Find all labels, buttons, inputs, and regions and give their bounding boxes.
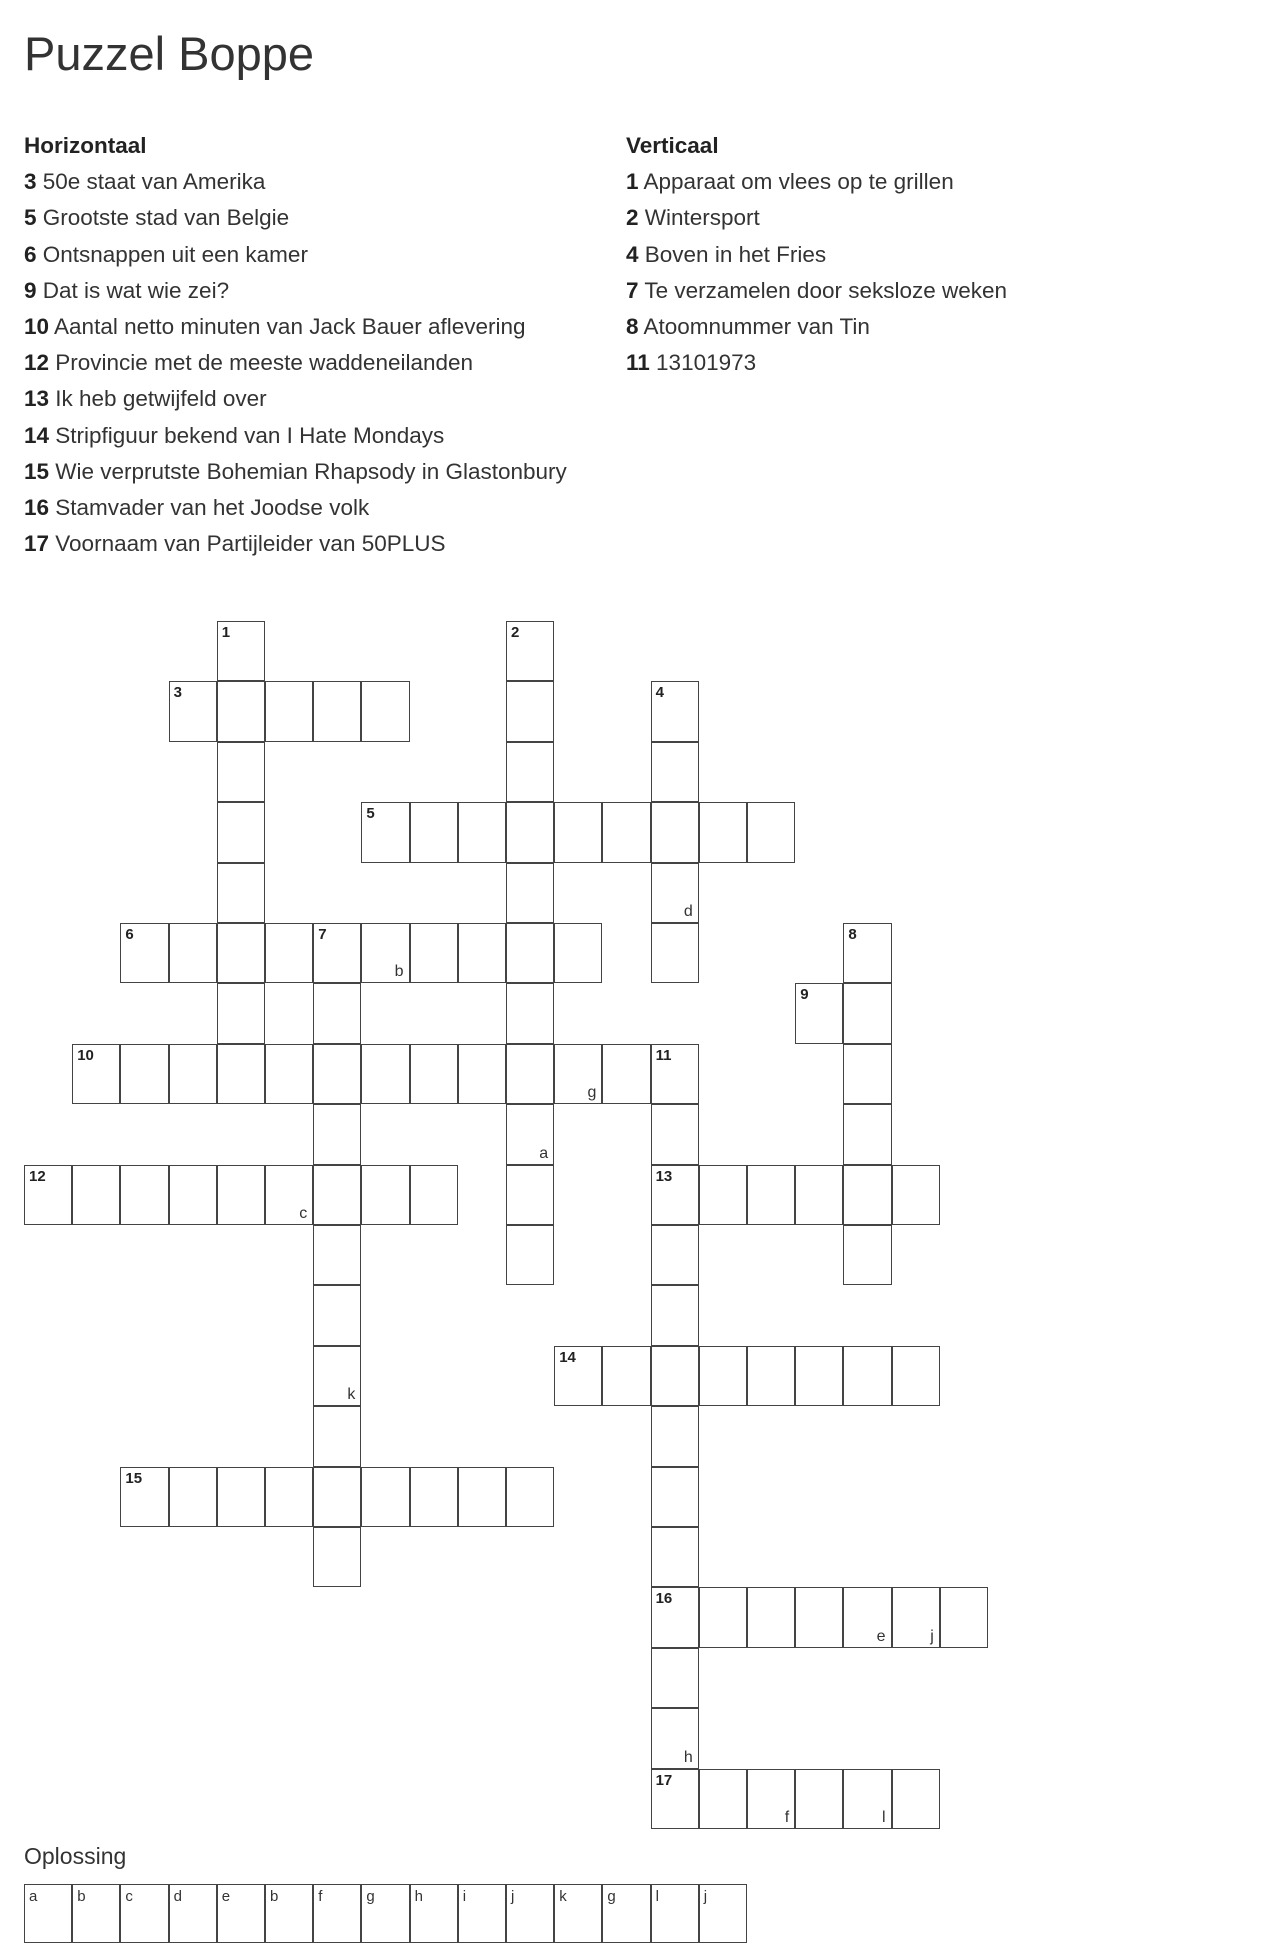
- cell-number: 2: [511, 624, 520, 641]
- clue-text: 50e staat van Amerika: [36, 169, 266, 195]
- oplossing-cell[interactable]: [651, 1884, 699, 1943]
- clue-item: [24, 454, 584, 490]
- cell-solution-letter: h: [683, 1748, 693, 1766]
- cell-solution-letter: e: [876, 1627, 886, 1645]
- clue-item: [626, 237, 1246, 273]
- clue-number: 12: [24, 350, 50, 376]
- grid-cell[interactable]: [651, 1346, 699, 1406]
- grid-cell[interactable]: [843, 1346, 891, 1406]
- grid-cell[interactable]: [699, 1769, 747, 1829]
- grid-cell[interactable]: [313, 983, 361, 1043]
- clue-text: Atoomnummer van Tin: [638, 314, 870, 340]
- grid-cell[interactable]: [843, 1104, 891, 1164]
- grid-cell[interactable]: [120, 1044, 168, 1104]
- cell-solution-letter: k: [347, 1386, 356, 1404]
- grid-cell[interactable]: [458, 923, 506, 983]
- grid-cell[interactable]: [313, 1225, 361, 1285]
- clue-text: Ontsnappen uit een kamer: [36, 241, 308, 267]
- clue-item: [24, 526, 584, 562]
- grid-cell[interactable]: [313, 1527, 361, 1587]
- grid-cell[interactable]: [361, 923, 409, 983]
- grid-cell[interactable]: [217, 802, 265, 862]
- grid-cell[interactable]: [506, 621, 554, 681]
- horizontal-clues: [24, 128, 584, 562]
- grid-cell[interactable]: [169, 681, 217, 741]
- clue-number: 8: [626, 314, 639, 340]
- oplossing-cell[interactable]: [24, 1884, 72, 1943]
- grid-cell[interactable]: [361, 681, 409, 741]
- grid-cell[interactable]: [602, 802, 650, 862]
- clue-number: 10: [24, 314, 50, 340]
- cell-solution-letter: j: [930, 1627, 934, 1645]
- grid-cell[interactable]: [699, 802, 747, 862]
- cell-solution-letter: f: [784, 1808, 790, 1826]
- grid-cell[interactable]: [651, 1406, 699, 1466]
- grid-cell[interactable]: [892, 1769, 940, 1829]
- clue-text: Grootste stad van Belgie: [36, 205, 290, 231]
- cell-number: 7: [318, 926, 327, 943]
- grid-cell[interactable]: [843, 1225, 891, 1285]
- clue-number: 2: [626, 205, 639, 231]
- oplossing-letter: e: [221, 1888, 231, 1905]
- grid-cell[interactable]: [217, 1165, 265, 1225]
- grid-cell[interactable]: [506, 681, 554, 741]
- grid-cell[interactable]: [651, 1648, 699, 1708]
- oplossing-cell[interactable]: [602, 1884, 650, 1943]
- horizontal-clue-list: [24, 164, 584, 562]
- clue-item: [626, 309, 1246, 345]
- grid-cell[interactable]: [651, 1587, 699, 1647]
- grid-cell[interactable]: [843, 1044, 891, 1104]
- cell-solution-letter: c: [299, 1204, 308, 1222]
- grid-cell[interactable]: [843, 983, 891, 1043]
- grid-cell[interactable]: [843, 1769, 891, 1829]
- cell-solution-letter: l: [882, 1808, 886, 1826]
- clue-number: 17: [24, 531, 50, 557]
- cell-solution-letter: d: [683, 902, 693, 920]
- grid-cell[interactable]: [651, 1044, 699, 1104]
- grid-cell[interactable]: [602, 1346, 650, 1406]
- grid-cell[interactable]: [843, 1165, 891, 1225]
- horizontal-heading: Horizontaal: [24, 133, 147, 158]
- oplossing-cell[interactable]: [217, 1884, 265, 1943]
- grid-cell[interactable]: [265, 1467, 313, 1527]
- cell-number: 5: [366, 805, 375, 823]
- grid-cell[interactable]: [554, 923, 602, 983]
- grid-cell[interactable]: [843, 1587, 891, 1647]
- grid-cell[interactable]: [458, 802, 506, 862]
- vertical-heading: Verticaal: [626, 133, 719, 158]
- clue-number: 1: [626, 169, 639, 195]
- grid-cell[interactable]: [72, 1044, 120, 1104]
- clue-item: [626, 164, 1246, 200]
- oplossing-letter: b: [270, 1888, 279, 1905]
- grid-cell[interactable]: [506, 1104, 554, 1164]
- cell-solution-letter: g: [587, 1084, 597, 1102]
- grid-cell[interactable]: [410, 1044, 458, 1104]
- grid-cell[interactable]: [506, 863, 554, 923]
- grid-cell[interactable]: [651, 1165, 699, 1225]
- clue-item: [24, 273, 584, 309]
- grid-cell[interactable]: [361, 802, 409, 862]
- grid-cell[interactable]: [843, 923, 891, 983]
- grid-cell[interactable]: [506, 923, 554, 983]
- cell-number: 8: [848, 926, 857, 943]
- grid-cell[interactable]: [892, 1165, 940, 1225]
- grid-cell[interactable]: [265, 681, 313, 741]
- clue-text: 13101973: [649, 350, 757, 376]
- oplossing-letter: h: [414, 1888, 423, 1905]
- oplossing-label: Oplossing: [24, 1843, 127, 1869]
- grid-cell[interactable]: [651, 1285, 699, 1345]
- oplossing-cell[interactable]: [265, 1884, 313, 1943]
- clue-item: [24, 237, 584, 273]
- grid-cell[interactable]: [217, 742, 265, 802]
- clue-number: 3: [24, 169, 37, 195]
- cell-number: 14: [559, 1348, 576, 1366]
- grid-cell[interactable]: [313, 1165, 361, 1225]
- clue-item: [24, 200, 584, 236]
- grid-cell[interactable]: [554, 802, 602, 862]
- cell-solution-letter: b: [394, 963, 404, 981]
- clue-text: Stripfiguur bekend van I Hate Mondays: [49, 422, 445, 448]
- grid-cell[interactable]: [554, 1044, 602, 1104]
- vertical-clue-list: [626, 164, 1246, 381]
- clue-text: Voornaam van Partijleider van 50PLUS: [49, 531, 446, 557]
- grid-cell[interactable]: [217, 681, 265, 741]
- clue-item: [24, 381, 584, 417]
- oplossing-cell[interactable]: [72, 1884, 120, 1943]
- cell-number: 13: [655, 1167, 673, 1185]
- oplossing-cell[interactable]: [120, 1884, 168, 1943]
- grid-cell[interactable]: [72, 1165, 120, 1225]
- clue-text: Ik heb getwijfeld over: [49, 386, 267, 412]
- oplossing-cell[interactable]: [313, 1884, 361, 1943]
- grid-cell[interactable]: [169, 923, 217, 983]
- oplossing-letter: d: [173, 1888, 182, 1905]
- oplossing-cell[interactable]: [458, 1884, 506, 1943]
- cell-number: 3: [173, 684, 182, 702]
- grid-cell[interactable]: [169, 1044, 217, 1104]
- clue-text: Aantal netto minuten van Jack Bauer aflevering: [49, 314, 526, 340]
- oplossing-letter: a: [29, 1888, 38, 1905]
- grid-cell[interactable]: [747, 1587, 795, 1647]
- grid-cell[interactable]: [602, 1044, 650, 1104]
- page-title: Puzzel Boppe: [24, 27, 315, 80]
- grid-cell[interactable]: [651, 1225, 699, 1285]
- grid-cell[interactable]: [458, 1467, 506, 1527]
- clue-item: [24, 490, 584, 526]
- oplossing-letter: b: [77, 1888, 86, 1905]
- grid-cell[interactable]: [361, 1044, 409, 1104]
- grid-cell[interactable]: [265, 1165, 313, 1225]
- clue-text: Wie verprutste Bohemian Rhapsody in Glastonbury: [49, 458, 567, 484]
- oplossing-letter: l: [655, 1888, 659, 1905]
- oplossing-letter: k: [559, 1888, 567, 1905]
- clue-number: 4: [626, 241, 639, 267]
- clue-text: Provincie met de meeste waddeneilanden: [49, 350, 474, 376]
- grid-cell[interactable]: [313, 681, 361, 741]
- grid-cell[interactable]: [651, 1467, 699, 1527]
- clue-number: 14: [24, 422, 50, 448]
- grid-cell[interactable]: [747, 1165, 795, 1225]
- grid-cell[interactable]: [747, 1346, 795, 1406]
- grid-cell[interactable]: [651, 802, 699, 862]
- grid-cell[interactable]: [217, 863, 265, 923]
- grid-cell[interactable]: [410, 802, 458, 862]
- grid-cell[interactable]: [795, 1346, 843, 1406]
- grid-cell[interactable]: [313, 1044, 361, 1104]
- grid-cell[interactable]: [169, 1165, 217, 1225]
- grid-cell[interactable]: [313, 1406, 361, 1466]
- cell-number: 4: [655, 684, 664, 702]
- grid-cell[interactable]: [361, 1165, 409, 1225]
- grid-cell[interactable]: [795, 983, 843, 1043]
- oplossing-cell[interactable]: [410, 1884, 458, 1943]
- grid-cell[interactable]: [506, 1165, 554, 1225]
- grid-cell[interactable]: [892, 1587, 940, 1647]
- cell-number: 10: [77, 1046, 94, 1064]
- clue-text: Boven in het Fries: [638, 241, 827, 267]
- grid-cell[interactable]: [313, 1346, 361, 1406]
- grid-cell[interactable]: [265, 1044, 313, 1104]
- grid-cell[interactable]: [651, 1527, 699, 1587]
- grid-cell[interactable]: [458, 1044, 506, 1104]
- clue-item: [24, 164, 584, 200]
- grid-cell[interactable]: [217, 1044, 265, 1104]
- grid-cell[interactable]: [313, 1104, 361, 1164]
- cell-number: 16: [655, 1590, 673, 1608]
- grid-cell[interactable]: [651, 681, 699, 741]
- oplossing-letter: c: [125, 1888, 133, 1905]
- grid-cell[interactable]: [940, 1587, 988, 1647]
- grid-cell[interactable]: [506, 802, 554, 862]
- grid-cell[interactable]: [699, 1587, 747, 1647]
- oplossing-letter: f: [318, 1888, 323, 1905]
- grid-cell[interactable]: [361, 1467, 409, 1527]
- oplossing-letter: g: [366, 1888, 375, 1905]
- clue-item: [626, 345, 1246, 381]
- clue-number: 9: [24, 277, 37, 303]
- grid-cell[interactable]: [651, 1708, 699, 1768]
- grid-cell[interactable]: [120, 923, 168, 983]
- grid-cell[interactable]: [747, 802, 795, 862]
- oplossing-letter: j: [703, 1888, 708, 1905]
- clue-text: Wintersport: [638, 205, 760, 231]
- grid-cell[interactable]: [120, 1165, 168, 1225]
- grid-cell[interactable]: [651, 1769, 699, 1829]
- grid-cell[interactable]: [410, 1467, 458, 1527]
- grid-cell[interactable]: [506, 1225, 554, 1285]
- grid-cell[interactable]: [892, 1346, 940, 1406]
- clue-text: Stamvader van het Joodse volk: [49, 495, 370, 521]
- cell-number: 12: [29, 1167, 46, 1185]
- vertical-clues: [626, 128, 1246, 381]
- clue-number: 15: [24, 458, 50, 484]
- clue-item: [626, 273, 1246, 309]
- grid-cell[interactable]: [506, 1467, 554, 1527]
- clue-item: [24, 345, 584, 381]
- grid-cell[interactable]: [313, 1467, 361, 1527]
- clue-item: [24, 309, 584, 345]
- grid-cell[interactable]: [506, 983, 554, 1043]
- grid-cell[interactable]: [795, 1587, 843, 1647]
- grid-cell[interactable]: [217, 1467, 265, 1527]
- clue-number: 5: [24, 205, 37, 231]
- grid-cell[interactable]: [217, 923, 265, 983]
- cell-number: 11: [655, 1046, 672, 1064]
- grid-cell[interactable]: [506, 1044, 554, 1104]
- grid-cell[interactable]: [265, 923, 313, 983]
- cell-solution-letter: a: [539, 1144, 549, 1162]
- cell-number: 15: [125, 1469, 143, 1487]
- clue-number: 13: [24, 386, 50, 412]
- cell-number: 6: [125, 926, 134, 943]
- oplossing-letter: j: [511, 1888, 515, 1905]
- grid-cell[interactable]: [651, 1104, 699, 1164]
- grid-cell[interactable]: [120, 1467, 168, 1527]
- clue-text: Dat is wat wie zei?: [36, 277, 230, 303]
- grid-cell[interactable]: [169, 1467, 217, 1527]
- cell-number: 17: [655, 1771, 673, 1789]
- clue-number: 16: [24, 495, 50, 521]
- grid-cell[interactable]: [313, 923, 361, 983]
- grid-cell[interactable]: [699, 1165, 747, 1225]
- oplossing-cell[interactable]: [169, 1884, 217, 1943]
- grid-cell[interactable]: [217, 983, 265, 1043]
- oplossing-cell[interactable]: [506, 1884, 554, 1943]
- grid-cell[interactable]: [699, 1346, 747, 1406]
- clue-number: 6: [24, 241, 37, 267]
- clue-item: [24, 418, 584, 454]
- grid-cell[interactable]: [747, 1769, 795, 1829]
- grid-cell[interactable]: [24, 1165, 72, 1225]
- grid-cell[interactable]: [410, 1165, 458, 1225]
- grid-cell[interactable]: [651, 923, 699, 983]
- oplossing-cell[interactable]: [554, 1884, 602, 1943]
- oplossing-letter: g: [607, 1888, 616, 1905]
- clue-text: Apparaat om vlees op te grillen: [638, 169, 954, 195]
- oplossing-cell[interactable]: [361, 1884, 409, 1943]
- oplossing-cell[interactable]: [699, 1884, 747, 1943]
- grid-cell[interactable]: [313, 1285, 361, 1345]
- clue-text: Te verzamelen door seksloze weken: [638, 277, 1008, 303]
- clue-number: 7: [626, 277, 639, 303]
- cell-number: 9: [800, 986, 809, 1004]
- grid-cell[interactable]: [795, 1165, 843, 1225]
- oplossing-letter: i: [462, 1888, 467, 1905]
- clue-item: [626, 200, 1246, 236]
- grid-cell[interactable]: [795, 1769, 843, 1829]
- grid-cell[interactable]: [554, 1346, 602, 1406]
- grid-cell[interactable]: [506, 742, 554, 802]
- cell-number: 1: [221, 624, 231, 641]
- grid-cell[interactable]: [651, 863, 699, 923]
- grid-cell[interactable]: [217, 621, 265, 681]
- grid-cell[interactable]: [651, 742, 699, 802]
- grid-cell[interactable]: [410, 923, 458, 983]
- clue-number: 11: [626, 350, 650, 376]
